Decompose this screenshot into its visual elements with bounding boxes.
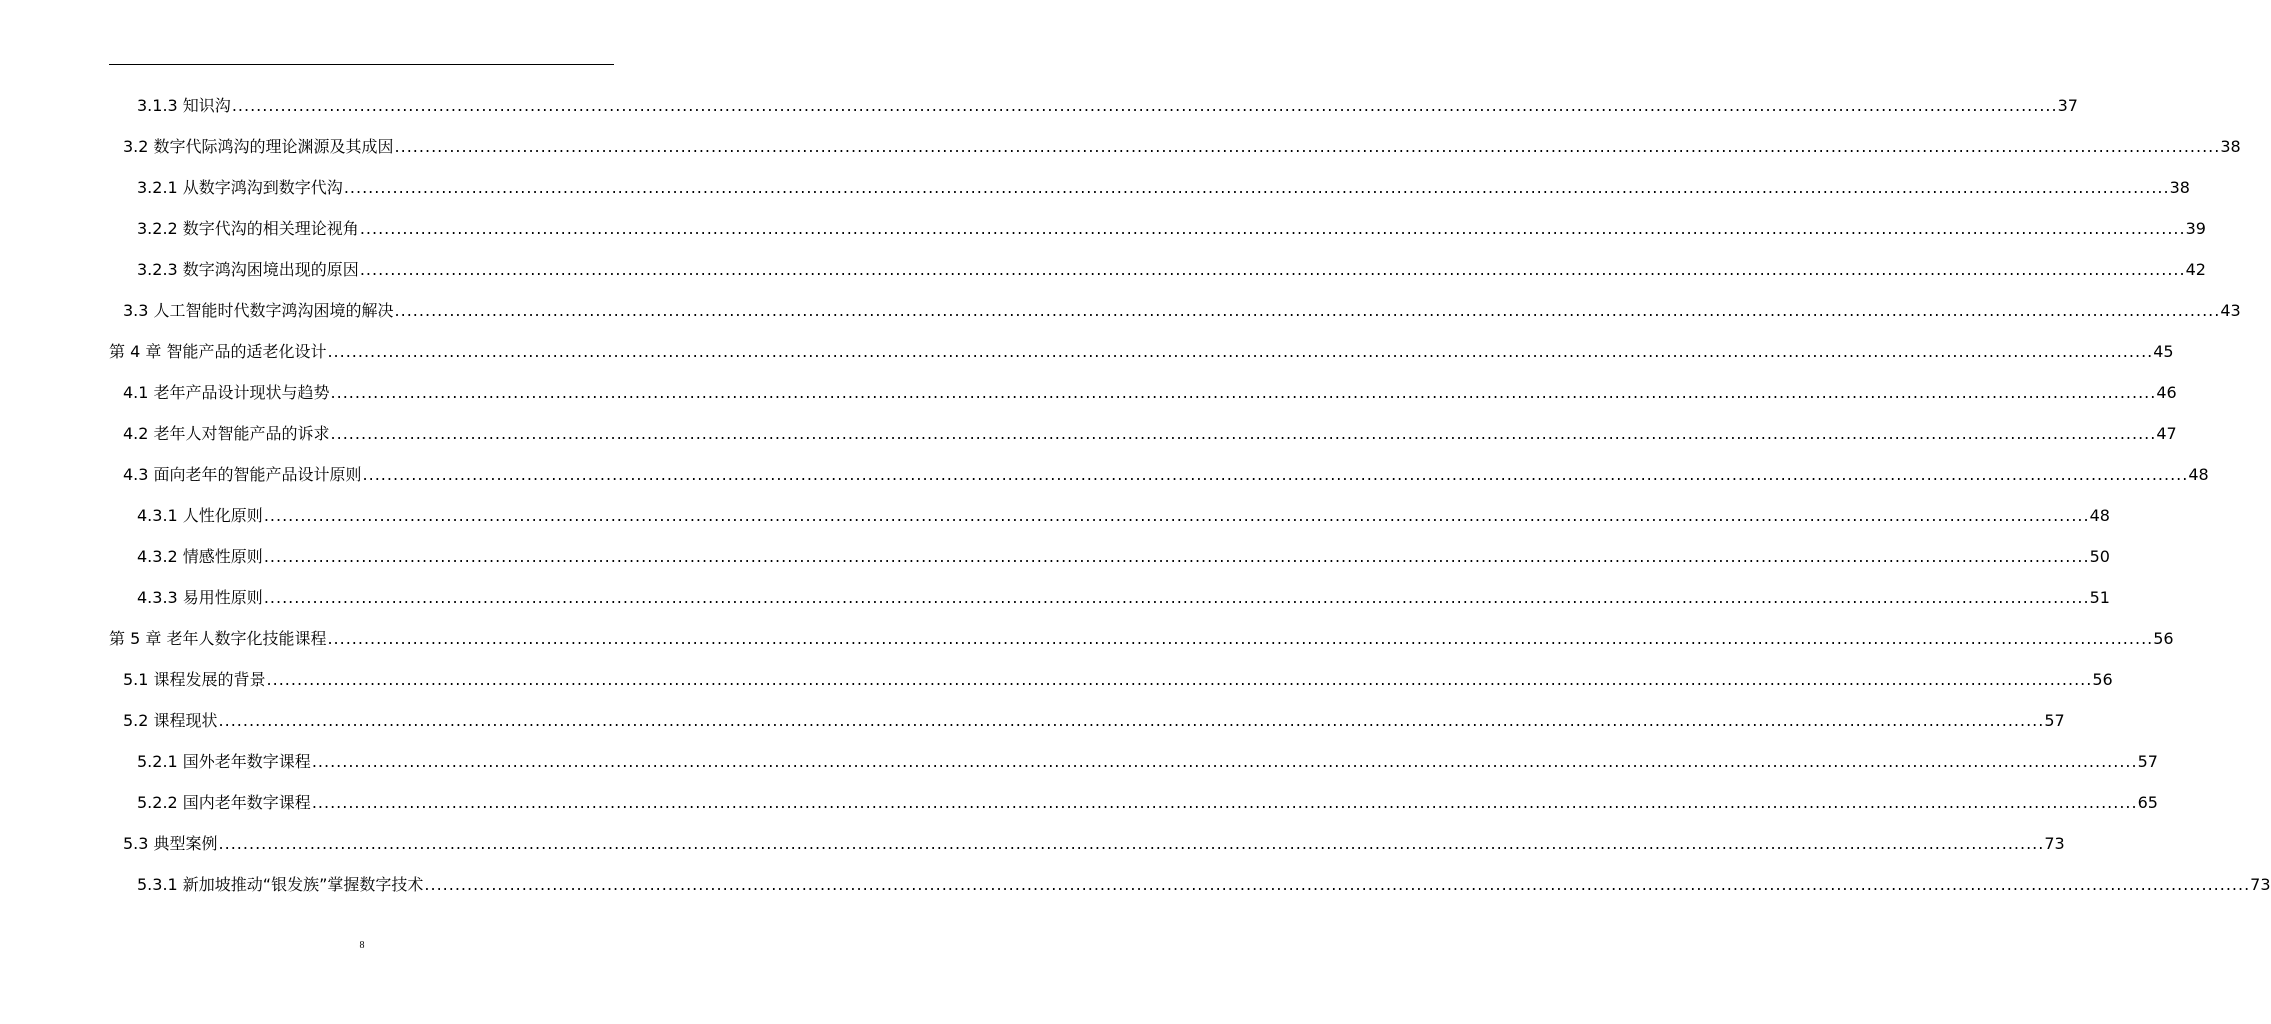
toc-entry-page: 37 — [2057, 96, 2078, 115]
toc-entry-page: 48 — [2089, 506, 2110, 525]
toc-entry[interactable] — [0, 659, 2113, 700]
toc-entry-title: 4.2 老年人对智能产品的诉求 — [123, 424, 330, 443]
toc-entry-title: 第 5 章 老年人数字化技能课程 — [109, 629, 327, 648]
toc-entry-title: 5.2.1 国外老年数字课程 — [137, 752, 311, 771]
toc-entry[interactable] — [0, 782, 2158, 823]
toc-entry-page: 42 — [2185, 260, 2206, 279]
toc-entry[interactable] — [0, 864, 2271, 905]
toc-leader-dots: ............................................................................................................................................................................................................................................................................................................ — [362, 465, 2189, 484]
toc-entry-page: 47 — [2156, 424, 2177, 443]
toc-entry[interactable] — [0, 618, 2174, 659]
toc-leader-dots: ............................................................................................................................................................................................................................................................................................................ — [359, 260, 2186, 279]
toc-leader-dots: ............................................................................................................................................................................................................................................................................................................ — [263, 506, 2090, 525]
toc-entry-page: 73 — [2250, 875, 2271, 894]
toc-entry-title: 4.3.1 人性化原则 — [137, 506, 263, 525]
toc-entry-title: 4.3.3 易用性原则 — [137, 588, 263, 607]
toc-entry-title: 3.3 人工智能时代数字鸿沟困境的解决 — [123, 301, 394, 320]
toc-entry-title: 4.1 老年产品设计现状与趋势 — [123, 383, 330, 402]
toc-entry-title: 3.2 数字代际鸿沟的理论渊源及其成因 — [123, 137, 394, 156]
toc-entry-page: 56 — [2153, 629, 2174, 648]
toc-leader-dots: ............................................................................................................................................................................................................................................................................................................ — [218, 834, 2045, 853]
toc-leader-dots: ............................................................................................................................................................................................................................................................................................................ — [343, 178, 2170, 197]
toc-entry[interactable] — [0, 454, 2209, 495]
toc-entry-page: 43 — [2220, 301, 2241, 320]
toc-leader-dots: ............................................................................................................................................................................................................................................................................................................ — [311, 752, 2138, 771]
toc-entry[interactable] — [0, 536, 2110, 577]
toc-entry-title: 5.3 典型案例 — [123, 834, 218, 853]
toc-entry[interactable] — [0, 577, 2110, 618]
toc-entry[interactable] — [0, 290, 2241, 331]
toc-entry-page: 56 — [2092, 670, 2113, 689]
toc-leader-dots: ............................................................................................................................................................................................................................................................................................................ — [394, 301, 2221, 320]
toc-entry[interactable] — [0, 823, 2065, 864]
toc-entry-title: 3.2.3 数字鸿沟困境出现的原因 — [137, 260, 359, 279]
toc-leader-dots: ............................................................................................................................................................................................................................................................................................................ — [394, 137, 2221, 156]
toc-entry-page: 39 — [2185, 219, 2206, 238]
header-rule — [109, 64, 614, 65]
toc-entry[interactable] — [0, 495, 2110, 536]
toc-entry[interactable] — [0, 413, 2177, 454]
toc-leader-dots: ............................................................................................................................................................................................................................................................................................................ — [266, 670, 2093, 689]
toc-entry-title: 3.1.3 知识沟 — [137, 96, 231, 115]
toc-entry-title: 5.1 课程发展的背景 — [123, 670, 266, 689]
toc-entry-page: 48 — [2188, 465, 2209, 484]
toc-entry-title: 3.2.2 数字代沟的相关理论视角 — [137, 219, 359, 238]
toc-entry-title: 5.2.2 国内老年数字课程 — [137, 793, 311, 812]
toc-entry-page: 46 — [2156, 383, 2177, 402]
toc-entry-page: 73 — [2044, 834, 2065, 853]
toc-leader-dots: ............................................................................................................................................................................................................................................................................................................ — [218, 711, 2045, 730]
toc-entry[interactable] — [0, 249, 2206, 290]
page-number: 8 — [359, 940, 365, 951]
toc-entry-page: 45 — [2153, 342, 2174, 361]
toc-leader-dots: ............................................................................................................................................................................................................................................................................................................ — [327, 629, 2154, 648]
toc-entry[interactable] — [0, 126, 2241, 167]
toc-leader-dots: ............................................................................................................................................................................................................................................................................................................ — [327, 342, 2154, 361]
toc-entry[interactable] — [0, 331, 2174, 372]
toc-entry-title: 3.2.1 从数字鸿沟到数字代沟 — [137, 178, 343, 197]
toc-entry-title: 5.3.1 新加坡推动“银发族”掌握数字技术 — [137, 875, 424, 894]
toc-entry-page: 38 — [2169, 178, 2190, 197]
toc-entry[interactable] — [0, 741, 2158, 782]
toc-entry-page: 57 — [2044, 711, 2065, 730]
toc-leader-dots: ............................................................................................................................................................................................................................................................................................................ — [330, 383, 2157, 402]
toc-entry[interactable] — [0, 372, 2177, 413]
toc-entry[interactable] — [0, 208, 2206, 249]
toc-entry-title: 第 4 章 智能产品的适老化设计 — [109, 342, 327, 361]
toc-entry-page: 50 — [2089, 547, 2110, 566]
toc-entry-title: 5.2 课程现状 — [123, 711, 218, 730]
toc-leader-dots: ............................................................................................................................................................................................................................................................................................................ — [263, 588, 2090, 607]
toc-entry-page: 65 — [2137, 793, 2158, 812]
toc-leader-dots: ............................................................................................................................................................................................................................................................................................................ — [263, 547, 2090, 566]
toc-entry-page: 57 — [2137, 752, 2158, 771]
toc-leader-dots: ............................................................................................................................................................................................................................................................................................................ — [231, 96, 2058, 115]
toc-entry[interactable] — [0, 85, 2078, 126]
table-of-contents — [0, 85, 2271, 905]
toc-entry-page: 51 — [2089, 588, 2110, 607]
toc-leader-dots: ............................................................................................................................................................................................................................................................................................................ — [330, 424, 2157, 443]
toc-leader-dots: ............................................................................................................................................................................................................................................................................................................ — [359, 219, 2186, 238]
toc-leader-dots: ............................................................................................................................................................................................................................................................................................................ — [311, 793, 2138, 812]
toc-entry[interactable] — [0, 700, 2065, 741]
toc-entry-title: 4.3 面向老年的智能产品设计原则 — [123, 465, 362, 484]
toc-leader-dots: ............................................................................................................................................................................................................................................................................................................ — [424, 875, 2251, 894]
toc-entry-title: 4.3.2 情感性原则 — [137, 547, 263, 566]
toc-entry[interactable] — [0, 167, 2190, 208]
toc-entry-page: 38 — [2220, 137, 2241, 156]
